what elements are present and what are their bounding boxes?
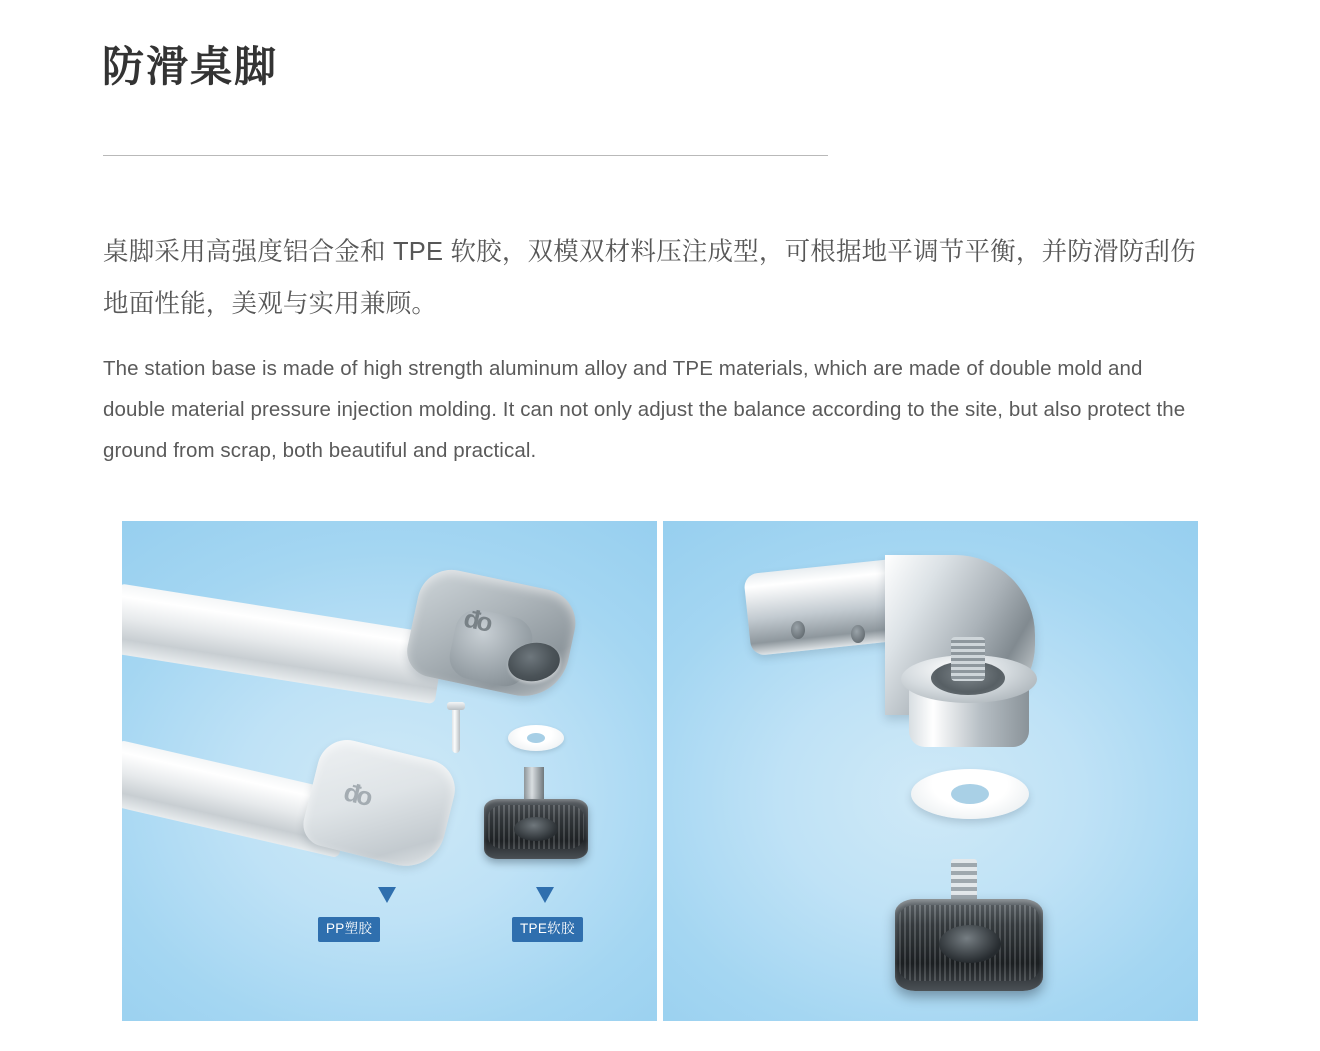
table-leg-tube-upper: [122, 583, 445, 704]
tpe-adjuster-knob-right: [895, 899, 1043, 991]
label-tpe-rubber: TPE软胶: [512, 917, 583, 942]
tpe-adjuster-knob-upper: [484, 799, 588, 859]
description-paragraph-english: The station base is made of high strength aluminum alloy and TPE materials, which are made of double mold and double material pressure injection molding. It can not only adjust the balance according to the site, but also protect the ground from scrap, both beautiful and practical.: [103, 357, 1186, 462]
figure-panel-right: [663, 521, 1198, 1021]
page-title: 防滑桌脚: [102, 43, 279, 90]
knob-knurling-texture-upper: [488, 805, 584, 849]
elbow-internal-thread: [951, 637, 985, 681]
brand-logo-icon-lower: đo: [340, 776, 374, 812]
figure-panel-left: [122, 521, 663, 1021]
small-screw-part: [452, 707, 460, 753]
title-divider: [103, 155, 828, 156]
knob-knurling-texture-right: [899, 905, 1039, 981]
adjuster-screw-stem-upper: [524, 767, 544, 803]
elbow-bolt-hole-1: [791, 621, 805, 639]
description-paragraph-chinese: 桌脚采用高强度铝合金和 TPE 软胶，双模双材料压注成型，可根据地平调节平衡，并防滑防刮伤地面性能，美观与实用兼顾。: [103, 238, 1196, 318]
elbow-bolt-hole-2: [851, 625, 865, 643]
white-washer-part-upper: [508, 725, 564, 751]
product-figure: [122, 521, 1198, 1021]
brand-logo-icon-upper: đo: [461, 602, 493, 638]
label-pp-plastic: PP塑胶: [318, 917, 380, 942]
tpe-callout-arrow-icon: [536, 887, 554, 903]
pp-callout-arrow-icon: [378, 887, 396, 903]
white-washer-part-right: [911, 769, 1029, 819]
